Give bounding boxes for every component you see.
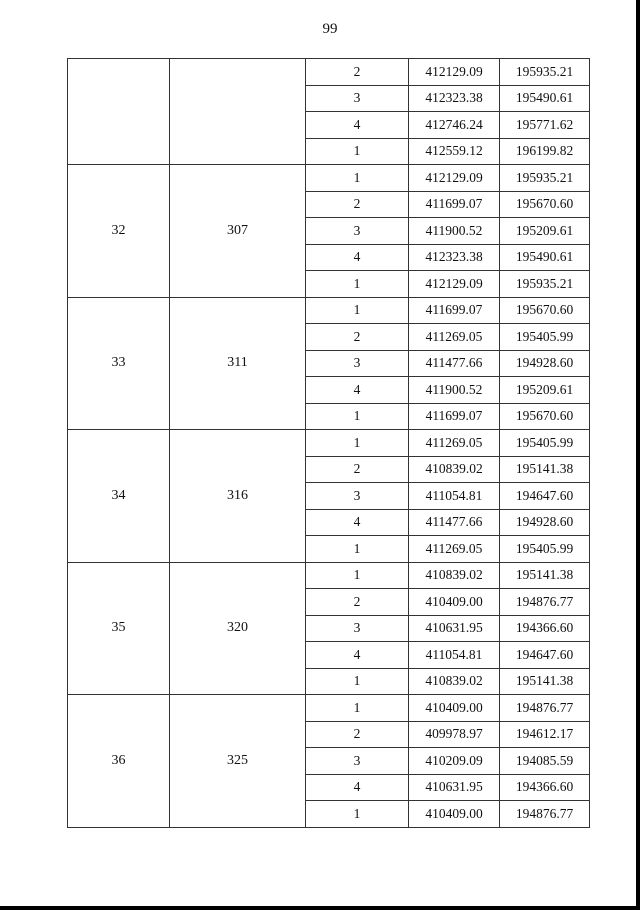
x-coordinate-cell: 410409.00 xyxy=(409,801,500,828)
parcel-number-cell: 325 xyxy=(170,695,306,828)
y-coordinate-cell: 195935.21 xyxy=(500,165,590,192)
table-row xyxy=(68,297,590,324)
page-number: 99 xyxy=(322,21,338,37)
point-cell: 4 xyxy=(306,244,409,271)
point-cell: 3 xyxy=(306,350,409,377)
y-coordinate-cell: 194085.59 xyxy=(500,748,590,775)
y-coordinate-cell: 194366.60 xyxy=(500,615,590,642)
x-coordinate-cell: 410409.00 xyxy=(409,589,500,616)
y-coordinate-cell: 194876.77 xyxy=(500,589,590,616)
y-coordinate-cell: 194876.77 xyxy=(500,695,590,722)
point-cell: 2 xyxy=(306,721,409,748)
point-cell: 4 xyxy=(306,377,409,404)
x-coordinate-cell: 411477.66 xyxy=(409,350,500,377)
x-coordinate-cell: 411900.52 xyxy=(409,218,500,245)
x-coordinate-cell: 409978.97 xyxy=(409,721,500,748)
y-coordinate-cell: 194366.60 xyxy=(500,774,590,801)
x-coordinate-cell: 410839.02 xyxy=(409,668,500,695)
x-coordinate-cell: 411900.52 xyxy=(409,377,500,404)
point-cell: 1 xyxy=(306,668,409,695)
group-number-cell: 36 xyxy=(68,695,170,828)
x-coordinate-cell: 410209.09 xyxy=(409,748,500,775)
y-coordinate-cell: 196199.82 xyxy=(500,138,590,165)
group-number-cell: 32 xyxy=(68,165,170,298)
point-cell: 2 xyxy=(306,324,409,351)
y-coordinate-cell: 195141.38 xyxy=(500,562,590,589)
y-coordinate-cell: 195490.61 xyxy=(500,244,590,271)
x-coordinate-cell: 410409.00 xyxy=(409,695,500,722)
group-number-cell: 35 xyxy=(68,562,170,695)
coordinates-table xyxy=(67,58,590,828)
x-coordinate-cell: 411699.07 xyxy=(409,297,500,324)
group-number-cell: 34 xyxy=(68,430,170,563)
point-cell: 2 xyxy=(306,456,409,483)
x-coordinate-cell: 411699.07 xyxy=(409,403,500,430)
x-coordinate-cell: 410631.95 xyxy=(409,774,500,801)
x-coordinate-cell: 411269.05 xyxy=(409,324,500,351)
point-cell: 4 xyxy=(306,509,409,536)
point-cell: 1 xyxy=(306,138,409,165)
y-coordinate-cell: 194928.60 xyxy=(500,509,590,536)
y-coordinate-cell: 195670.60 xyxy=(500,191,590,218)
x-coordinate-cell: 411477.66 xyxy=(409,509,500,536)
y-coordinate-cell: 195670.60 xyxy=(500,403,590,430)
point-cell: 1 xyxy=(306,430,409,457)
point-cell: 1 xyxy=(306,536,409,563)
group-number-cell xyxy=(68,59,170,165)
parcel-number-cell: 316 xyxy=(170,430,306,563)
y-coordinate-cell: 195935.21 xyxy=(500,271,590,298)
point-cell: 3 xyxy=(306,748,409,775)
coordinates-table-body xyxy=(68,59,590,828)
y-coordinate-cell: 195141.38 xyxy=(500,668,590,695)
y-coordinate-cell: 194876.77 xyxy=(500,801,590,828)
x-coordinate-cell: 411269.05 xyxy=(409,430,500,457)
x-coordinate-cell: 410631.95 xyxy=(409,615,500,642)
point-cell: 1 xyxy=(306,403,409,430)
y-coordinate-cell: 195209.61 xyxy=(500,218,590,245)
y-coordinate-cell: 195141.38 xyxy=(500,456,590,483)
x-coordinate-cell: 411269.05 xyxy=(409,536,500,563)
point-cell: 1 xyxy=(306,801,409,828)
y-coordinate-cell: 195405.99 xyxy=(500,430,590,457)
x-coordinate-cell: 412559.12 xyxy=(409,138,500,165)
y-coordinate-cell: 194647.60 xyxy=(500,483,590,510)
point-cell: 3 xyxy=(306,218,409,245)
y-coordinate-cell: 195405.99 xyxy=(500,536,590,563)
x-coordinate-cell: 412129.09 xyxy=(409,271,500,298)
x-coordinate-cell: 410839.02 xyxy=(409,562,500,589)
y-coordinate-cell: 195209.61 xyxy=(500,377,590,404)
x-coordinate-cell: 412323.38 xyxy=(409,85,500,112)
y-coordinate-cell: 195405.99 xyxy=(500,324,590,351)
parcel-number-cell: 311 xyxy=(170,297,306,430)
table-row xyxy=(68,165,590,192)
x-coordinate-cell: 412746.24 xyxy=(409,112,500,139)
point-cell: 3 xyxy=(306,85,409,112)
y-coordinate-cell: 194928.60 xyxy=(500,350,590,377)
y-coordinate-cell: 194647.60 xyxy=(500,642,590,669)
group-number-cell: 33 xyxy=(68,297,170,430)
x-coordinate-cell: 412129.09 xyxy=(409,59,500,86)
point-cell: 4 xyxy=(306,642,409,669)
point-cell: 1 xyxy=(306,695,409,722)
x-coordinate-cell: 410839.02 xyxy=(409,456,500,483)
point-cell: 3 xyxy=(306,483,409,510)
table-row xyxy=(68,562,590,589)
x-coordinate-cell: 411699.07 xyxy=(409,191,500,218)
point-cell: 2 xyxy=(306,59,409,86)
table-row xyxy=(68,695,590,722)
table-row xyxy=(68,59,590,86)
y-coordinate-cell: 195670.60 xyxy=(500,297,590,324)
y-coordinate-cell: 194612.17 xyxy=(500,721,590,748)
point-cell: 1 xyxy=(306,562,409,589)
parcel-number-cell: 320 xyxy=(170,562,306,695)
table-row xyxy=(68,430,590,457)
x-coordinate-cell: 412323.38 xyxy=(409,244,500,271)
point-cell: 2 xyxy=(306,589,409,616)
point-cell: 2 xyxy=(306,191,409,218)
point-cell: 1 xyxy=(306,271,409,298)
point-cell: 3 xyxy=(306,615,409,642)
y-coordinate-cell: 195935.21 xyxy=(500,59,590,86)
point-cell: 4 xyxy=(306,112,409,139)
parcel-number-cell: 307 xyxy=(170,165,306,298)
x-coordinate-cell: 411054.81 xyxy=(409,642,500,669)
y-coordinate-cell: 195490.61 xyxy=(500,85,590,112)
point-cell: 1 xyxy=(306,297,409,324)
point-cell: 4 xyxy=(306,774,409,801)
x-coordinate-cell: 411054.81 xyxy=(409,483,500,510)
parcel-number-cell xyxy=(170,59,306,165)
y-coordinate-cell: 195771.62 xyxy=(500,112,590,139)
x-coordinate-cell: 412129.09 xyxy=(409,165,500,192)
point-cell: 1 xyxy=(306,165,409,192)
